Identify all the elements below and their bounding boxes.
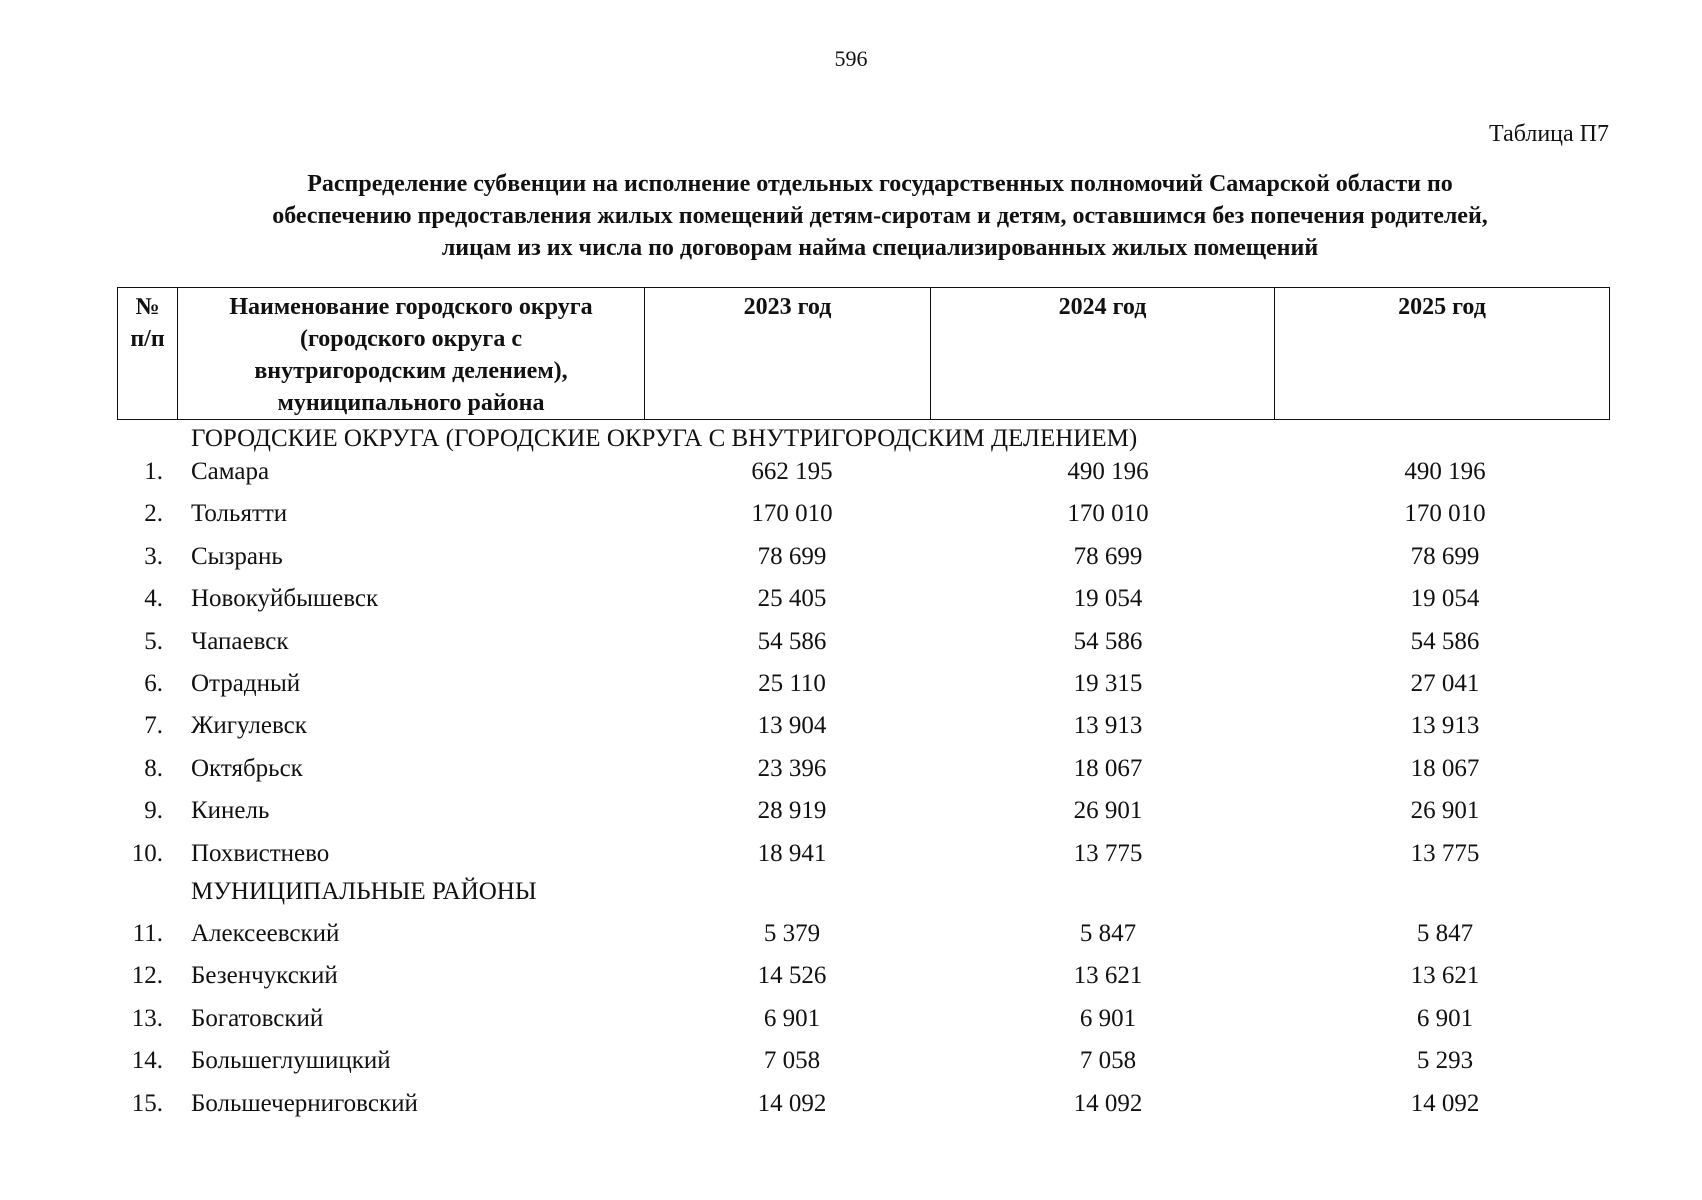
- row-number: 2.: [144, 500, 163, 528]
- row-value-2023: 54 586: [757, 627, 827, 655]
- table-row: [0, 748, 1702, 790]
- row-number: 4.: [144, 585, 163, 613]
- section-city-districts: ГОРОДСКИЕ ОКРУГА (ГОРОДСКИЕ ОКРУГА С ВНУТРИГОРОДСКИМ ДЕЛЕНИЕМ): [191, 425, 1138, 452]
- row-value-2024: 19 054: [1073, 585, 1143, 613]
- row-value-2024: 13 621: [1073, 962, 1143, 990]
- row-value-2024: 19 315: [1073, 670, 1143, 697]
- row-value-2025: 13 621: [1410, 962, 1480, 990]
- row-number: 10.: [131, 839, 163, 867]
- table-row: [0, 1040, 1702, 1082]
- row-value-2025: 5 847: [1416, 920, 1474, 947]
- row-name: Безенчукский: [191, 962, 338, 990]
- table-row: [0, 1083, 1702, 1125]
- table-row: [0, 663, 1702, 705]
- row-value-2024: 78 699: [1073, 542, 1143, 570]
- row-name: Богатовский: [191, 1004, 324, 1032]
- row-name: Алексеевский: [191, 920, 340, 947]
- row-number: 5.: [144, 627, 163, 655]
- table-header: [117, 287, 1610, 420]
- document-title: [150, 168, 1610, 264]
- row-number: 9.: [144, 797, 163, 825]
- row-value-2025: 170 010: [1404, 500, 1486, 528]
- row-value-2023: 170 010: [751, 500, 833, 528]
- table-row: [0, 621, 1702, 663]
- row-value-2024: 170 010: [1067, 500, 1149, 528]
- row-number: 11.: [132, 920, 163, 947]
- row-value-2023: 78 699: [757, 542, 827, 570]
- row-value-2025: 27 041: [1410, 670, 1480, 697]
- table-row: [0, 998, 1702, 1040]
- row-value-2023: 662 195: [751, 458, 833, 485]
- row-number: 3.: [144, 542, 163, 570]
- row-value-2024: 6 901: [1079, 1004, 1137, 1032]
- row-value-2024: 13 913: [1073, 712, 1143, 740]
- row-number: 13.: [131, 1004, 163, 1032]
- row-value-2023: 13 904: [757, 712, 827, 740]
- row-value-2024: 490 196: [1067, 458, 1149, 485]
- page-number: 596: [834, 46, 868, 71]
- row-value-2025: 6 901: [1416, 1004, 1474, 1032]
- row-name: Большечерниговский: [191, 1089, 418, 1117]
- row-name: Большеглушицкий: [191, 1047, 391, 1075]
- row-value-2024: 26 901: [1073, 797, 1143, 825]
- row-name: Новокуйбышевск: [191, 585, 379, 613]
- row-value-2023: 14 526: [757, 962, 827, 990]
- row-value-2024: 7 058: [1079, 1047, 1137, 1075]
- table-row: [0, 790, 1702, 832]
- table-row: [0, 578, 1702, 620]
- row-value-2023: 23 396: [757, 754, 827, 782]
- table-row: [0, 451, 1702, 493]
- row-name: Октябрьск: [191, 754, 303, 782]
- row-name: Отрадный: [191, 670, 301, 697]
- row-value-2025: 14 092: [1410, 1089, 1480, 1117]
- row-value-2025: 13 913: [1410, 712, 1480, 740]
- row-value-2025: 5 293: [1416, 1047, 1474, 1075]
- title-line: обеспечению предоставления жилых помещений детям-сиротам и детям, оставшимся без попечения родителей,: [272, 203, 1488, 229]
- row-name: Сызрань: [191, 542, 283, 570]
- row-value-2025: 78 699: [1410, 542, 1480, 570]
- row-name: Самара: [191, 458, 270, 485]
- table-row: [0, 493, 1702, 535]
- row-value-2025: 19 054: [1410, 585, 1480, 613]
- row-value-2025: 26 901: [1410, 797, 1480, 825]
- table-row: [0, 536, 1702, 578]
- row-name: Кинель: [191, 797, 270, 825]
- row-value-2023: 25 110: [758, 670, 826, 697]
- table-row: [0, 913, 1702, 955]
- row-value-2023: 28 919: [757, 797, 827, 825]
- row-value-2025: 13 775: [1410, 839, 1480, 867]
- header-name: Наименование городского округа (городского округа с внутригородским делением), муниципального района: [178, 288, 645, 420]
- section-municipal-districts: МУНИЦИПАЛЬНЫЕ РАЙОНЫ: [191, 878, 537, 905]
- row-value-2024: 5 847: [1079, 920, 1137, 947]
- header-number: № п/п: [118, 288, 178, 420]
- table-label: Таблица П7: [1489, 121, 1609, 147]
- row-number: 14.: [131, 1047, 163, 1075]
- row-number: 7.: [144, 712, 163, 740]
- row-value-2024: 54 586: [1073, 627, 1143, 655]
- row-value-2025: 18 067: [1410, 754, 1480, 782]
- row-value-2023: 25 405: [757, 585, 827, 613]
- row-value-2024: 18 067: [1073, 754, 1143, 782]
- row-value-2023: 5 379: [763, 920, 821, 947]
- row-name: Похвистнево: [191, 839, 330, 867]
- table-row: [0, 955, 1702, 997]
- row-value-2024: 14 092: [1073, 1089, 1143, 1117]
- row-name: Чапаевск: [191, 627, 289, 655]
- row-value-2023: 6 901: [763, 1004, 821, 1032]
- row-name: Жигулевск: [191, 712, 307, 740]
- row-value-2025: 490 196: [1404, 458, 1486, 485]
- title-line: лицам из их числа по договорам найма специализированных жилых помещений: [441, 235, 1319, 261]
- header-2023: 2023 год: [645, 288, 931, 420]
- header-2024: 2024 год: [931, 288, 1275, 420]
- row-number: 12.: [131, 962, 163, 990]
- header-2025: 2025 год: [1275, 288, 1610, 420]
- title-line: Распределение субвенции на исполнение отдельных государственных полномочий Самарской области по: [307, 171, 1453, 197]
- row-number: 15.: [131, 1089, 163, 1117]
- table-row: [0, 833, 1702, 875]
- row-value-2023: 18 941: [757, 839, 827, 867]
- row-number: 1.: [144, 458, 163, 485]
- row-number: 8.: [144, 754, 163, 782]
- row-value-2025: 54 586: [1410, 627, 1480, 655]
- row-value-2024: 13 775: [1073, 839, 1143, 867]
- row-name: Тольятти: [191, 500, 288, 528]
- row-value-2023: 14 092: [757, 1089, 827, 1117]
- row-number: 6.: [144, 670, 163, 697]
- row-value-2023: 7 058: [763, 1047, 821, 1075]
- table-row: [0, 705, 1702, 747]
